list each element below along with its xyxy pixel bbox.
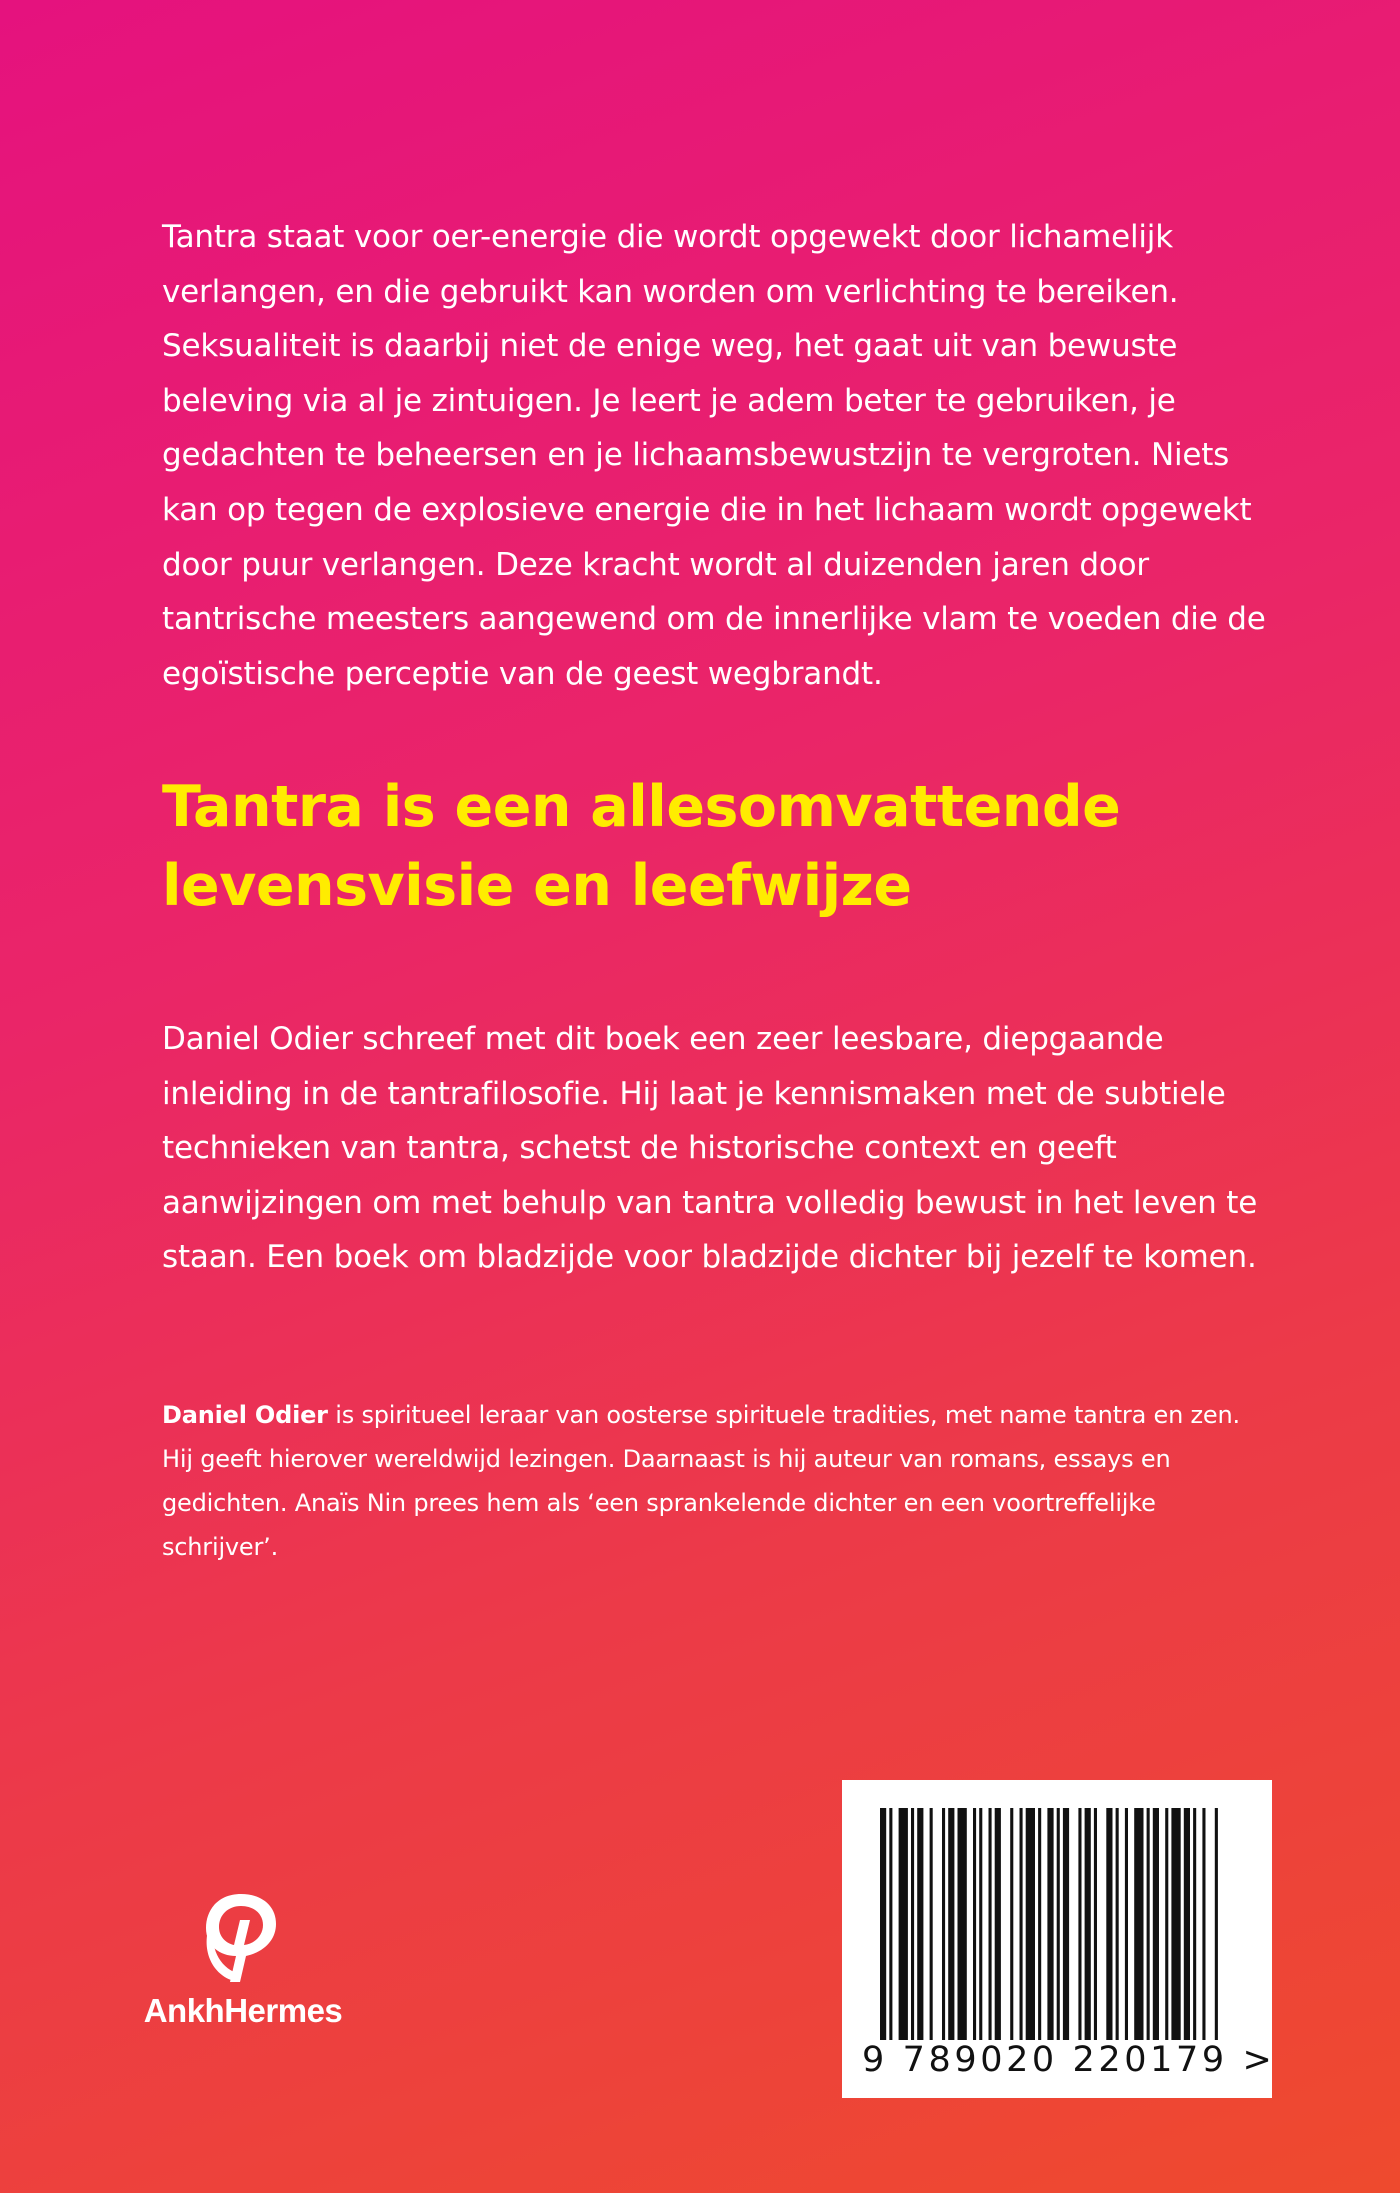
barcode-bar <box>942 1808 945 2040</box>
author-bio-text: is spiritueel leraar van oosterse spirituele tradities, met name tantra en zen. Hij geeft hierover wereldwijd lezingen. Daarnaast is hij auteur van romans, essays en gedichten. Anaïs Nin prees hem als ‘een sprankelende dichter en een voortreffelijke schrijver’. <box>162 1401 1240 1561</box>
headline-line-2: levensvisie en leefwijze <box>162 853 912 919</box>
barcode-bar <box>989 1808 992 2040</box>
barcode-bar <box>1078 1808 1081 2040</box>
barcode-bar <box>1202 1808 1205 2040</box>
barcode-bar <box>1038 1808 1041 2040</box>
author-name: Daniel Odier <box>162 1401 328 1429</box>
barcode-bar <box>1047 1808 1053 2040</box>
description-paragraph: Daniel Odier schreef met dit boek een zeer leesbare, diepgaande inleiding in de tantrafilosofie. Hij laat je kennismaken met de subtiele technieken van tantra, schetst de historische context en geeft aanwijzingen om met behulp van tantra volledig bewust in het leven te staan. Een boek om bladzijde voor bladzijde dichter bij jezelf te komen. <box>162 1021 1258 1276</box>
barcode-bar <box>1085 1808 1091 2040</box>
barcode-bar <box>899 1808 908 2040</box>
barcode-bars <box>880 1808 1252 2040</box>
barcode-bar <box>995 1808 1001 2040</box>
headline <box>162 768 1282 926</box>
barcode-bar <box>1125 1808 1128 2040</box>
ankhhermes-logo-icon <box>200 1890 282 1986</box>
barcode-bar <box>889 1808 892 2040</box>
barcode <box>842 1780 1276 2098</box>
barcode-bar <box>1116 1808 1119 2040</box>
barcode-bar <box>948 1808 954 2040</box>
barcode-bar <box>973 1808 976 2040</box>
barcode-bar <box>1026 1808 1035 2040</box>
barcode-bar <box>958 1808 967 2040</box>
barcode-bar <box>1171 1808 1180 2040</box>
publisher-name: AnkhHermes <box>143 1992 343 2029</box>
barcode-bar <box>1106 1808 1112 2040</box>
barcode-bar <box>1057 1808 1060 2040</box>
barcode-bar <box>1063 1808 1069 2040</box>
barcode-bar <box>1184 1808 1190 2040</box>
publisher-block <box>138 1890 348 2040</box>
barcode-bar <box>1215 1808 1218 2040</box>
barcode-bar <box>1193 1808 1196 2040</box>
barcode-bar <box>1020 1808 1023 2040</box>
barcode-bar <box>1094 1808 1097 2040</box>
barcode-bar <box>930 1808 933 2040</box>
author-bio <box>162 1393 1272 1569</box>
barcode-bar <box>1010 1808 1013 2040</box>
barcode-bar <box>917 1808 923 2040</box>
barcode-bar <box>979 1808 982 2040</box>
headline-line-1: Tantra is een allesomvattende <box>162 774 1121 840</box>
barcode-bar <box>1153 1808 1159 2040</box>
barcode-digits: 9 789020 220179 > <box>862 2040 1276 2080</box>
barcode-bar <box>880 1808 886 2040</box>
intro-paragraph: Tantra staat voor oer-energie die wordt opgewekt door lichamelijk verlangen, en die gebruikt kan worden om verlichting te bereiken. Seksualiteit is daarbij niet de enige weg, het gaat uit van bewuste beleving via al je zintuigen. Je leert je adem beter te gebruiken, je gedachten te beheersen en je lichaamsbewustzijn te vergroten. Niets kan op tegen de explosieve energie die in het lichaam wordt opgewekt door puur verlangen. Deze kracht wordt al duizenden jaren door tantrische meesters aangewend om de innerlijke vlam te voeden die de egoïstische perceptie van de geest wegbrandt. <box>162 219 1266 692</box>
barcode-bar <box>1147 1808 1150 2040</box>
barcode-bar <box>1165 1808 1168 2040</box>
barcode-bar <box>1134 1808 1143 2040</box>
barcode-bar <box>911 1808 914 2040</box>
